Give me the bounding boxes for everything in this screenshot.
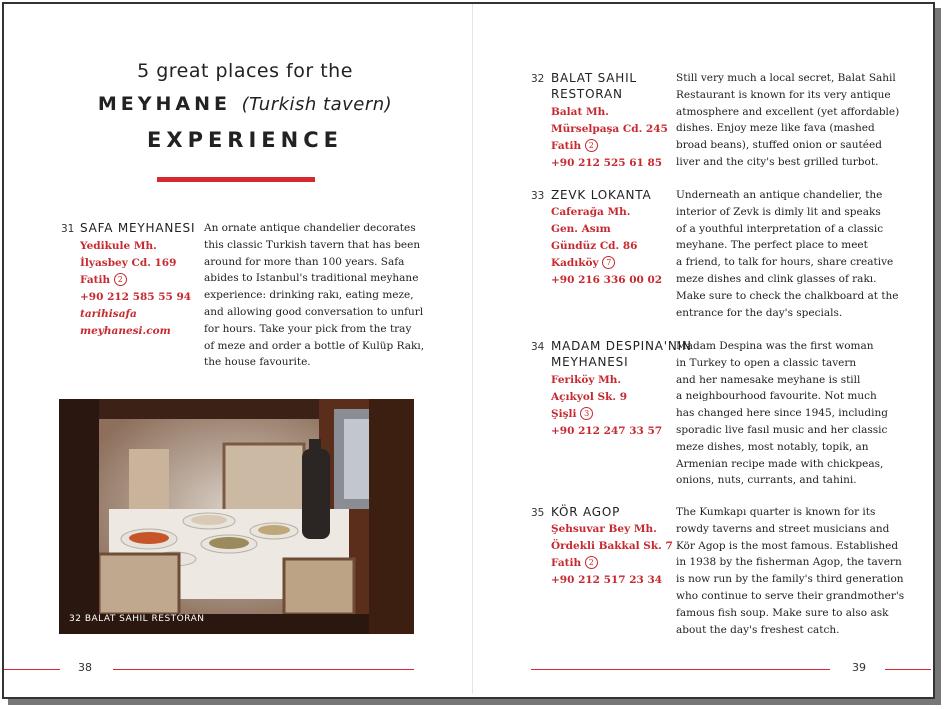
entry-32-address: Balat Mh. Mürselpaşa Cd. 245 Fatih 2 +90 212 525 61 85	[551, 104, 668, 172]
entry-33-district: Kadıköy	[551, 257, 599, 269]
entry-32-number: 32	[531, 73, 545, 85]
entry-35-number: 35	[531, 507, 545, 519]
footer-rule-right-a	[531, 669, 830, 670]
entry-34-phone: +90 212 247 33 57	[551, 425, 663, 437]
entry-31-phone: +90 212 585 55 94	[80, 291, 192, 303]
restaurant-photo	[59, 399, 414, 634]
entry-33-phone: +90 216 336 00 02	[551, 274, 663, 286]
entry-35-district: Fatih	[551, 557, 582, 569]
entry-31-description: An ornate antique chandelier decorates this classic Turkish tavern that has been around for more than 100 years. Safa abides to Istanbul's traditional meyhane experience: drinking rakı, eating meze, and allowing good conversation to unfurl for hours. Take your pick from the tray of meze and order a bottle of Kulüp Rakı, the house favourite.	[204, 222, 425, 369]
entry-34-name: MADAM DESPINA'NIN MEYHANESI	[551, 339, 692, 369]
page-number-left: 38	[78, 661, 92, 674]
entry-31-number: 31	[61, 223, 75, 235]
restaurant-photo-image	[59, 399, 414, 634]
page-gutter	[472, 4, 473, 694]
title-line-1: 5 great places for the	[137, 60, 353, 82]
entry-35-name: KÖR AGOP	[551, 505, 621, 519]
district-marker-icon: 2	[114, 273, 127, 286]
district-marker-icon: 3	[580, 407, 593, 420]
title-line-2	[60, 93, 430, 115]
entry-33-name: ZEVK LOKANTA	[551, 188, 652, 202]
entry-31-address-line: Yedikule Mh.	[80, 240, 157, 252]
entry-35-description: The Kumkapı quarter is known for its rowdy taverns and street musicians and Kör Agop is the most famous. Established in 1938 by the fisherman Agop, the tavern is now run by the family's third generation who continue to serve their grandmother's famous fish soup. Make sure to also ask about the day's freshest catch.	[676, 506, 905, 636]
district-marker-icon: 2	[585, 139, 598, 152]
entry-34-description: Madam Despina was the first woman in Turkey to open a classic tavern and her namesake meyhane is still a neighbourhood favourite. Not much has changed here since 1945, including sporadic live fasıl music and her classic meze dishes, most notably, topik, an Armenian recipe made with chickpeas, onions, nuts, currants, and tahini.	[676, 340, 888, 487]
entry-31-website[interactable]: tarihisafa meyhanesi.com	[80, 308, 171, 337]
entry-31-address-line: İlyasbey Cd. 169	[80, 257, 177, 269]
entry-33-address: Caferağa Mh. Gen. Asım Gündüz Cd. 86 Kadıköy 7 +90 216 336 00 02	[551, 204, 662, 289]
entry-31-district: Fatih	[80, 274, 111, 286]
district-marker-icon: 7	[602, 256, 615, 269]
entry-32-description: Still very much a local secret, Balat Sahil Restaurant is known for its very antique atmosphere and excellent (yet affordable) dishes. Enjoy meze like fava (mashed broad beans), stuffed onion or sautéed liver and the city's best grilled turbot.	[676, 72, 900, 168]
entry-32-district: Fatih	[551, 140, 582, 152]
footer-rule-right-b	[885, 669, 931, 670]
entry-33-description: Underneath an antique chandelier, the interior of Zevk is dimly lit and speaks of a youthful interpretation of a classic meyhane. The perfect place to meet a friend, to talk for hours, share creative meze dishes and clink glasses of rakı. Make sure to check the chalkboard at the entrance for the day's specials.	[676, 189, 899, 319]
page-number-right: 39	[852, 661, 866, 674]
entry-34-number: 34	[531, 341, 545, 353]
photo-caption: 32 BALAT SAHIL RESTORAN	[69, 614, 205, 624]
entry-32-phone: +90 212 525 61 85	[551, 157, 663, 169]
entry-31-name: SAFA MEYHANESI	[80, 221, 196, 235]
entry-33-number: 33	[531, 190, 545, 202]
entry-32-name: BALAT SAHIL RESTORAN	[551, 71, 637, 101]
district-marker-icon: 2	[585, 556, 598, 569]
entry-34-district: Şişli	[551, 408, 577, 420]
entry-34-address: Feriköy Mh. Açıkyol Sk. 9 Şişli 3 +90 212 247 33 57	[551, 372, 662, 440]
entry-35-address: Şehsuvar Bey Mh. Ördekli Bakkal Sk. 7 Fatih 2 +90 212 517 23 34	[551, 521, 673, 589]
footer-rule-left-a	[4, 669, 60, 670]
footer-rule-left-b	[113, 669, 414, 670]
title-line-3: EXPERIENCE	[147, 128, 343, 152]
title-underline	[157, 177, 315, 182]
entry-31-address	[80, 238, 191, 340]
title-subtitle: (Turkish tavern)	[241, 94, 393, 115]
title-meyhane: MEYHANE	[97, 93, 231, 115]
entry-35-phone: +90 212 517 23 34	[551, 574, 663, 586]
